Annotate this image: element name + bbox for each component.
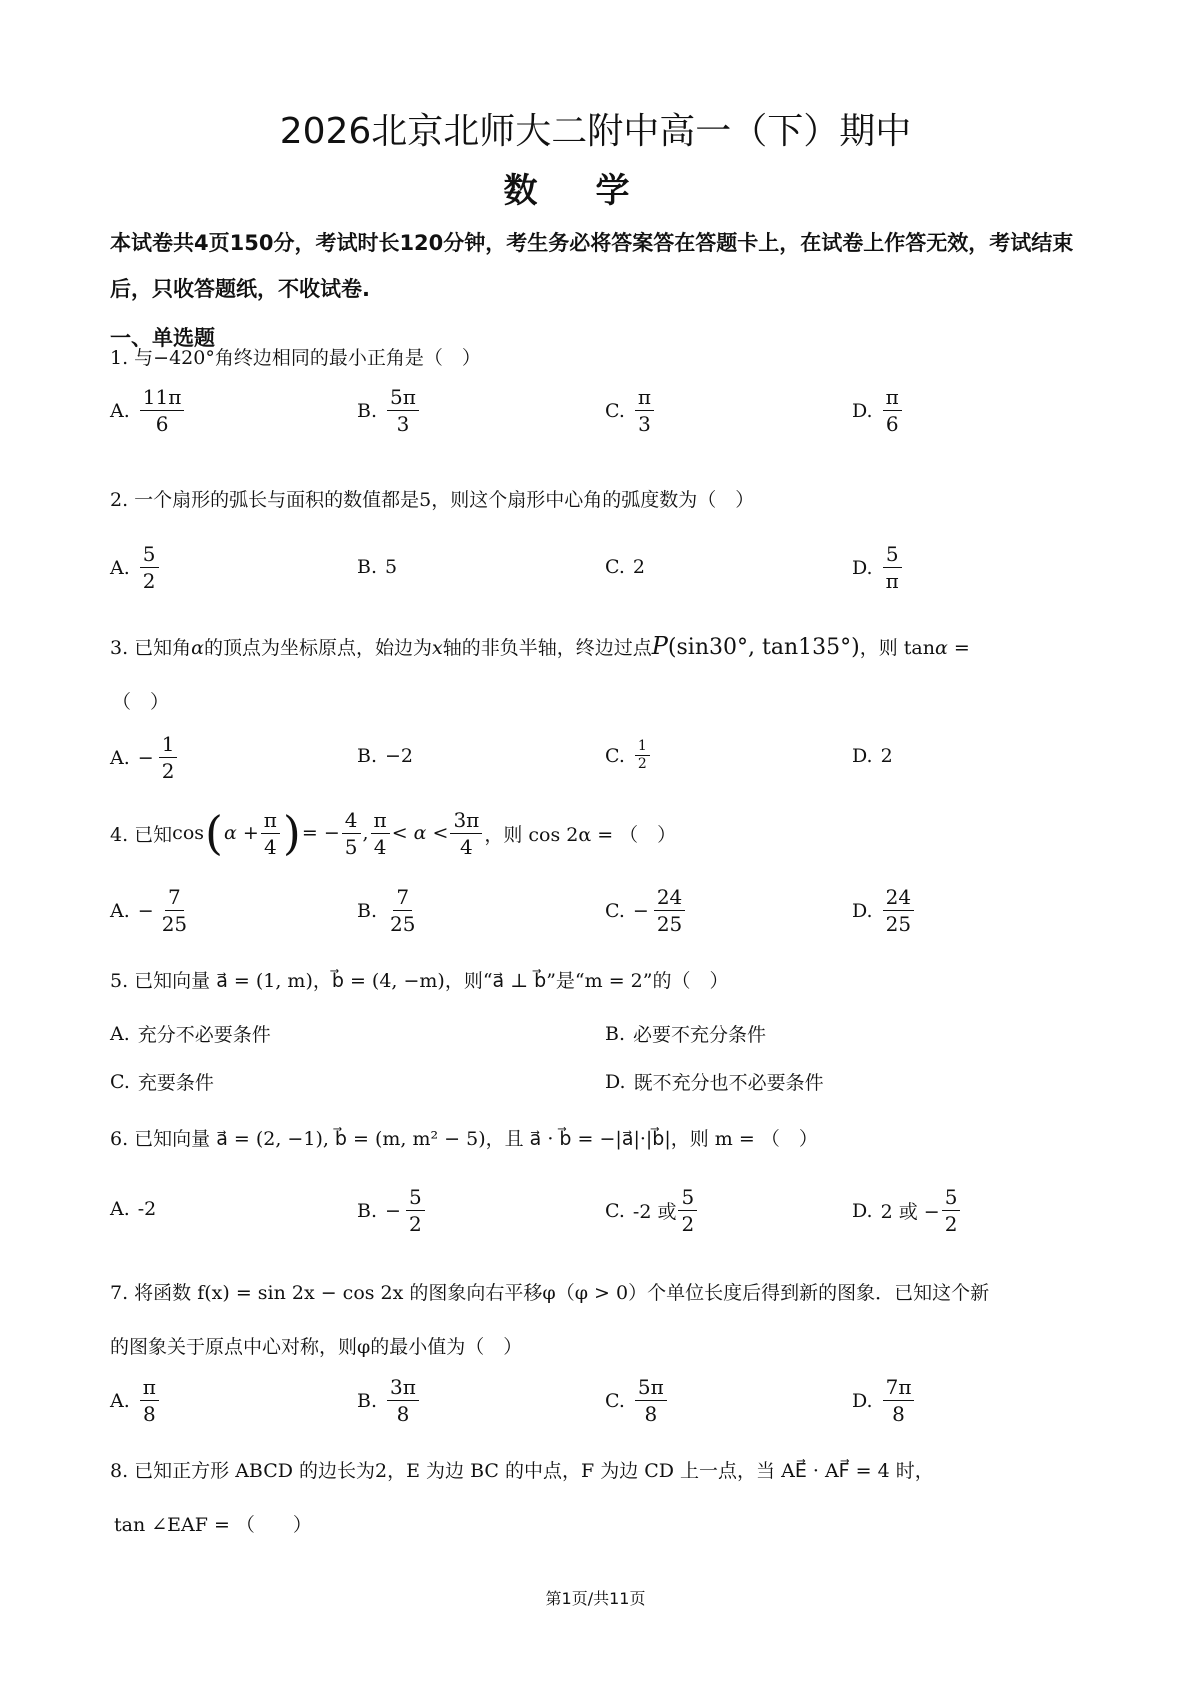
q3-option-a: A. − $\frac{1}{2}$ — [110, 731, 179, 784]
q5-option-d: D. 既不充分也不必要条件 — [605, 1070, 824, 1094]
page-number: 第1页/共11页 — [545, 1589, 646, 1608]
q4-option-b: B. $\frac{7}{25}$ — [357, 885, 416, 936]
subject-title: 数学 — [503, 171, 688, 211]
q6-option-d: D. 2 或 − $\frac{5}{2}$ — [852, 1184, 962, 1237]
q5-option-c: C. 充要条件 — [110, 1070, 214, 1094]
q2-option-c: C. 2 — [605, 556, 645, 578]
q6-option-c: C. -2 或 $\frac{5}{2}$ — [605, 1184, 699, 1237]
q2-option-b: B. 5 — [357, 556, 398, 578]
q7-option-c: C. $\frac{5\pi}{8}$ — [605, 1374, 669, 1427]
question-4-stem: 4. 已知 cos ( α + $\frac{\pi}{4}$ ) = − $\frac{4}{5}$ , $\frac{\pi}{4}$ < α < $\frac{3\pi}{4}$ ，则 cos 2α = （ ） — [110, 806, 677, 860]
question-3-paren: （ ） — [112, 691, 170, 713]
question-7-stem: 7. 将函数 f(x) = sin 2x − cos 2x 的图象向右平移φ（φ > 0）个单位长度后得到新的图象．已知这个新 — [110, 1282, 990, 1304]
q4-option-c: C. − $\frac{24}{25}$ — [605, 884, 687, 937]
q7-option-d: D. $\frac{7\pi}{8}$ — [852, 1374, 916, 1427]
q3-option-b: B. −2 — [357, 745, 414, 767]
q7-option-b: B. $\frac{3\pi}{8}$ — [357, 1374, 421, 1427]
q6-option-b: B. − $\frac{5}{2}$ — [357, 1184, 427, 1237]
question-6-stem: 6. 已知向量 a⃗ = (2, −1), b⃗ = (m, m² − 5)，且 a⃗ · b⃗ = −|a⃗|·|b⃗|，则 m = （ ） — [110, 1128, 818, 1150]
q1-option-b: B. $\frac{5\pi}{3}$ — [357, 384, 421, 437]
q2-option-d: D. $\frac{5}{\pi}$ — [852, 541, 904, 594]
question-8-stem: 8. 已知正方形 ABCD 的边长为2，E 为边 BC 的中点，F 为边 CD 上一点，当 AE⃗ · AF⃗ = 4 时， — [110, 1460, 934, 1482]
section-title: 一、单选题 — [110, 326, 215, 350]
q3-option-d: D. 2 — [852, 745, 893, 767]
q5-option-b: B. 必要不充分条件 — [605, 1022, 767, 1046]
question-1-stem: 1. 与−420°角终边相同的最小正角是（ ） — [110, 347, 481, 369]
question-3-stem: 3. 已知角α的顶点为坐标原点，始边为x轴的非负半轴，终边过点P(sin30°, tan135°)，则 tanα = — [110, 632, 970, 660]
q7-option-a: A. $\frac{\pi}{8}$ — [110, 1374, 161, 1427]
q1-option-d: D. $\frac{\pi}{6}$ — [852, 384, 904, 437]
question-2-stem: 2. 一个扇形的弧长与面积的数值都是5，则这个扇形中心角的弧度数为（ ） — [110, 489, 755, 511]
question-5-stem: 5. 已知向量 a⃗ = (1, m)，b⃗ = (4, −m)，则“a⃗ ⊥ b⃗”是“m = 2”的（ ） — [110, 970, 729, 992]
q3-option-c: C. $\frac{1}{2}$ — [605, 738, 652, 773]
q4-option-d: D. $\frac{24}{25}$ — [852, 884, 916, 937]
question-7-stem-line2: 的图象关于原点中心对称，则φ的最小值为（ ） — [110, 1336, 523, 1358]
page-title: 2026北京北师大二附中高一（下）期中 — [279, 111, 912, 152]
q1-option-c: C. $\frac{\pi}{3}$ — [605, 384, 656, 437]
q4-option-a: A. − $\frac{7}{25}$ — [110, 885, 188, 936]
question-8-stem-line2: tan ∠EAF = （ ） — [114, 1514, 312, 1536]
q1-option-a: A. $\frac{11\pi}{6}$ — [110, 384, 186, 437]
q5-option-a: A. 充分不必要条件 — [110, 1022, 271, 1046]
q6-option-a: A. -2 — [110, 1198, 157, 1220]
q2-option-a: A. $\frac{5}{2}$ — [110, 541, 161, 594]
exam-instructions: 本试卷共4页150分，考试时长120分钟，考生务必将答案答在答题卡上，在试卷上作答无效，考试结束后，只收答题纸，不收试卷. — [110, 231, 1074, 301]
